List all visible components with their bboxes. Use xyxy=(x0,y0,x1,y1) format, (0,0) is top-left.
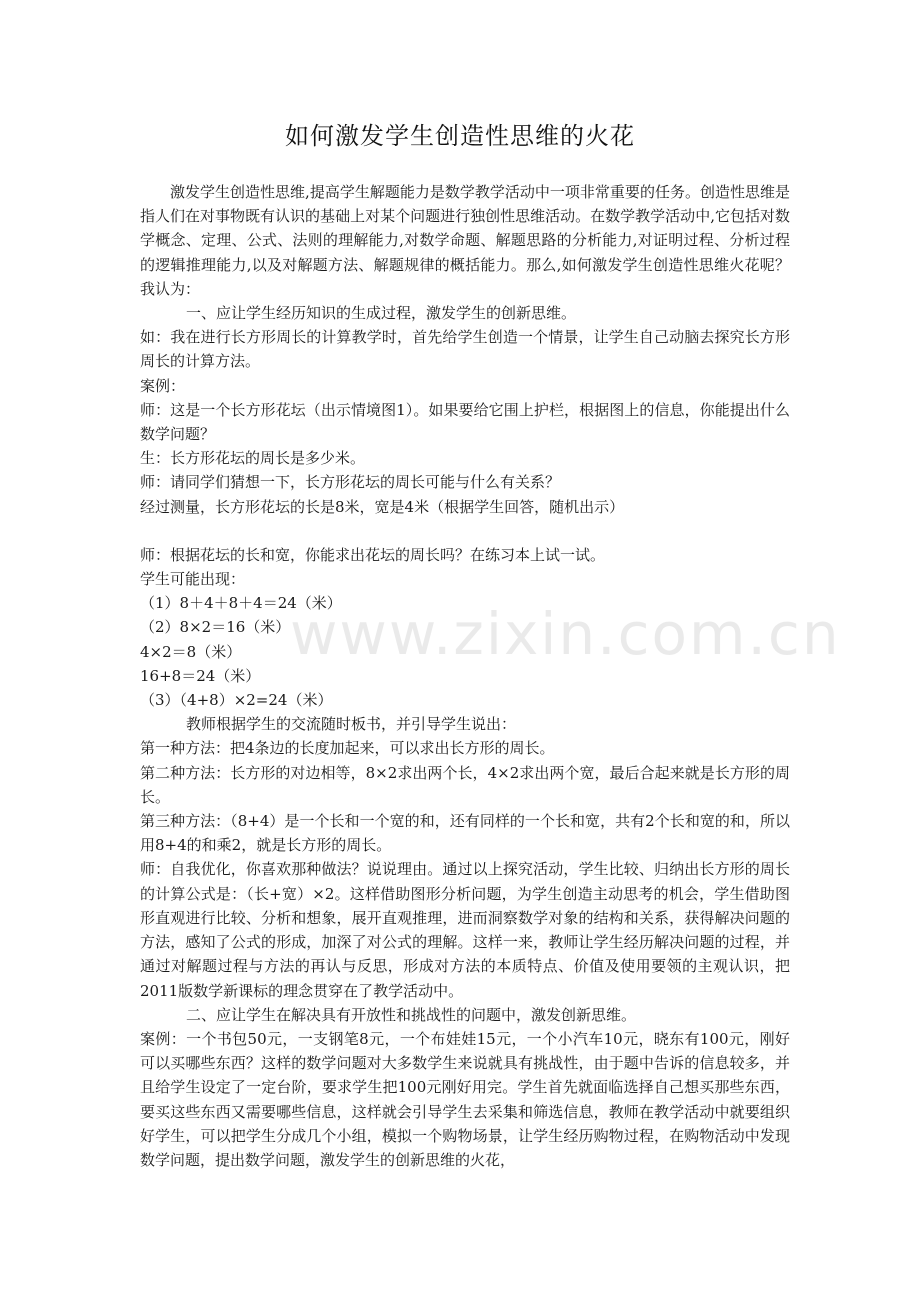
method-2: 第二种方法：长方形的对边相等，8×2求出两个长，4×2求出两个宽，最后合起来就是长方形的周长。 xyxy=(140,763,790,806)
equation-line: 16+8＝24（米） xyxy=(140,666,261,685)
equation-line: （1）8＋4＋8＋4＝24（米） xyxy=(140,594,342,613)
dialogue-line: 生：长方形花坛的周长是多少米。 xyxy=(140,449,366,468)
method-1: 第一种方法：把4条边的长度加起来，可以求出长方形的周长。 xyxy=(140,739,555,758)
dialogue-line: 师：请同学们猜想一下，长方形花坛的周长可能与什么有关系？ xyxy=(140,473,561,492)
watermark: www.zixin.com.cn xyxy=(290,600,841,668)
case-label: 案例： xyxy=(140,376,186,395)
dialogue-line: 师：这是一个长方形花坛（出示情境图1）。如果要给它围上护栏，根据图上的信息，你能提出什么数学问题？ xyxy=(140,400,790,444)
example-intro: 如：我在进行长方形周长的计算教学时，首先给学生创造一个情景，让学生自己动脑去探究长方形周长的计算方法。 xyxy=(140,328,790,371)
equation-line: （3）（4+8）×2=24（米） xyxy=(140,691,333,710)
section-heading-2: 二、应让学生在解决具有开放性和挑战性的问题中，激发创新思维。 xyxy=(186,1005,637,1024)
section-heading-1: 一、应让学生经历知识的生成过程，激发学生的创新思维。 xyxy=(186,304,577,323)
intro-paragraph: 激发学生创造性思维,提高学生解题能力是数学教学活动中一项非常重要的任务。创造性思维是指人们在对事物既有认识的基础上对某个问题进行独创性思维活动。在数学教学活动中,它包括对数学概念、定理、公式、法则的理解能力,对数学命题、解题思路的分析能力,对证明过程、分析过程的逻辑推理能力,以及对解题方法、解题规律的概括能力。那么,如何激发学生创造性思维火花呢？我认为： xyxy=(140,183,790,298)
dialogue-line: 师：根据花坛的长和宽，你能求出花坛的周长吗？在练习本上试一试。 xyxy=(140,545,606,564)
summary-paragraph: 师：自我优化，你喜欢那种做法？说说理由。通过以上探究活动，学生比较、归纳出长方形的周长的计算公式是：（长+宽）×2。这样借助图形分析问题，为学生创造主动思考的机会，学生借助图形直观进行比较、分析和想象，展开直观推理，进而洞察数学对象的结构和关系，获得解决问题的方法，感知了公式的形成，加深了对公式的理解。这样一来，教师让学生经历解决问题的过程，并通过对解题过程与方法的再认与反思，形成对方法的本质特点、价值及使用要领的主观认识，把2011版数学新课标的理念贯穿在了教学活动中。 xyxy=(140,860,790,1000)
equation-line: （2）8×2＝16（米） xyxy=(140,618,291,637)
document-body xyxy=(140,180,790,1172)
teacher-note: 教师根据学生的交流随时板书，并引导学生说出： xyxy=(186,715,517,734)
method-3: 第三种方法：（8+4）是一个长和一个宽的和，还有同样的一个长和宽，共有2个长和宽的和，所以用8+4的和乘2，就是长方形的周长。 xyxy=(140,812,790,855)
case-paragraph: 案例：一个书包50元，一支钢笔8元，一个布娃娃15元，一个小汽车10元，晓东有100元，刚好可以买哪些东西？这样的数学问题对大多数学生来说就具有挑战性，由于题中告诉的信息较多，并且给学生设定了一定台阶，要求学生把100元刚好用完。学生首先就面临选择自己想买那些东西，要买这些东西又需要哪些信息，这样就会引导学生去采集和筛选信息，教师在教学活动中就要组织好学生，可以把学生分成几个小组，模拟一个购物场景，让学生经历购物过程，在购物活动中发现数学问题，提出数学问题，激发学生的创新思维的火花， xyxy=(140,1029,790,1169)
document-title: 如何激发学生创造性思维的火花 xyxy=(285,122,635,150)
dialogue-line: 学生可能出现： xyxy=(140,570,246,589)
equation-line: 4×2＝8（米） xyxy=(140,642,242,661)
blank-line xyxy=(140,519,790,543)
dialogue-line: 经过测量，长方形花坛的长是8米，宽是4米（根据学生回答，随机出示） xyxy=(140,497,625,516)
